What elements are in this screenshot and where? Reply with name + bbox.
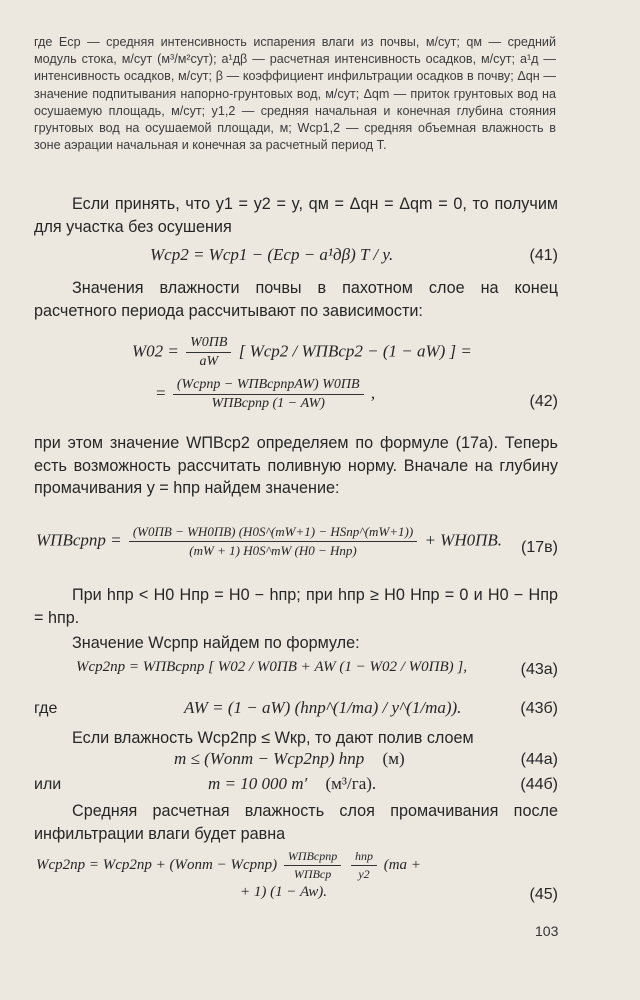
- page-number: 103: [535, 923, 559, 939]
- equation-17v-number: (17в): [521, 539, 558, 556]
- paragraph-average-moisture: Средняя расчетная влажность слоя промачивания после инфильтрации влаги будет равна: [34, 802, 558, 843]
- paragraph-soil-moisture: Значения влажности почвы в пахотном слое на конец расчетного периода рассчитывают по зависимости:: [34, 279, 558, 320]
- equation-41: [34, 243, 558, 273]
- equation-42-bracket: [ Wср2 / WПВср2 − (1 − aW) ] =: [238, 341, 472, 361]
- equation-42-line1: [34, 325, 558, 375]
- equation-44a-number: (44а): [520, 751, 558, 768]
- equation-45-fraction-2: $\frac{\text{hпр}}{y2}$: [351, 849, 377, 882]
- equation-44b-formula: m = 10 000 m′: [208, 774, 308, 793]
- paragraph-irrigation-norm: при этом значение WПВср2 определяем по формуле (17а). Теперь есть возможность рассчитать поливную норму. Вначале на глубину промачивания y = hпр найдем значение:: [34, 434, 558, 497]
- equation-44a-unit: (м): [382, 749, 405, 768]
- paragraph-wsrpr: Значение Wсрпр найдем по формуле:: [72, 634, 360, 652]
- equation-45-lhs: Wср2пр = Wср2пр + (Wопт − Wсрпр): [36, 856, 278, 873]
- equation-43a: [34, 657, 558, 687]
- equation-43b-formula: AW = (1 − aW) (hпр^(1/ma) / y^(1/ma)).: [184, 698, 462, 717]
- equation-43a-number: (43а): [520, 661, 558, 678]
- equation-41-formula: Wср2 = Wср1 − (Eср − a¹дβ) T / y.: [150, 245, 394, 264]
- equation-17v-lhs: WПВсрпр =: [36, 530, 122, 550]
- equation-43b-number: (43б): [520, 700, 558, 717]
- equation-41-number: (41): [529, 247, 558, 264]
- equation-45-line2: [34, 882, 558, 912]
- equation-43a-formula: Wср2пр = WПВсрпр [ W02 / W0ПВ + AW (1 − W02 / W0ПВ) ],: [76, 659, 467, 675]
- variable-definitions: где Eср — средняя интенсивность испарения влаги из почвы, м/сут; qм — средний модуль стока, м/сут (м³/м²сут); a¹дβ — расчетная интенсивность осадков, м/сут; a¹д — интенсивность осадков, м/сут; β — коэффициент инфильтрации осадков в почву; Δqн — значение подпитывания напорно-грунтовых вод, м/сут; Δqm — приток грунтовых вод на осушаемую площадь, м/сут; y1,2 — средняя начальная и конечная глубина стояния грунтовых вод на осушаемой площади, м; Wср1,2 — средняя объемная влажность в зоне аэрации начальная и конечная за расчетный период T.: [34, 35, 556, 153]
- equation-44b-number: (44б): [520, 776, 558, 793]
- equation-42-fraction-1: $\frac{W0ПВ}{aW}$: [186, 335, 231, 370]
- equation-42-line2: = $\frac{\text{(Wсрпр − WПВсрпрAW) W0ПВ}}{\text{WПВсрпр (1 − AW)}}$ , (42): [156, 377, 558, 411]
- equation-45-number: (45): [529, 886, 558, 903]
- equation-43b-lead: где: [34, 700, 58, 717]
- equation-45-tail-1: (ma +: [383, 856, 421, 873]
- equation-45-fraction-1: $\frac{\text{WПВсрпр}}{\text{WПВср}}$: [284, 849, 341, 882]
- equation-44b: [34, 772, 558, 802]
- paragraph-hpr-conditions: При hпр < H0 Hпр = H0 − hпр; при hпр ≥ H0 Hпр = 0 и H0 − Hпр = hпр.: [34, 586, 558, 627]
- equation-43b: [34, 696, 558, 726]
- equation-17v: [34, 512, 558, 572]
- equation-42-number: (42): [529, 393, 558, 410]
- equation-17v-fraction: $\frac{\text{(W0ПВ − WН0ПВ) (H0S\textasciicircum{}(mW+1) − HSпр\textasciicircum{}(mW+1))}}{\text{(mW + 1) H0S\textasciicircum{}mW (H0 − Hпр)}}$: [129, 524, 417, 559]
- equation-44a-formula: m ≤ (Wопт − Wср2пр) hпр: [174, 749, 365, 768]
- equation-44b-lead: или: [34, 776, 62, 793]
- equation-17v-tail: + WН0ПВ.: [424, 530, 503, 550]
- paragraph-irrigation-condition: Если влажность Wср2пр ≤ Wкр, то дают полив слоем: [72, 729, 474, 747]
- equation-44b-unit: (м³/га).: [325, 774, 377, 793]
- equation-42-fraction-2: $\frac{\text{(Wсрпр − WПВсрпрAW) W0ПВ}}{\text{WПВсрпр (1 − AW)}}$: [173, 377, 364, 412]
- paragraph-no-drainage: Если принять, что y1 = y2 = y, qм = Δqн = Δqm = 0, то получим для участка без осушения: [34, 195, 558, 236]
- equation-42-lhs: W02 =: [132, 341, 179, 361]
- equation-45-tail-2: + 1) (1 − Aw).: [240, 884, 328, 900]
